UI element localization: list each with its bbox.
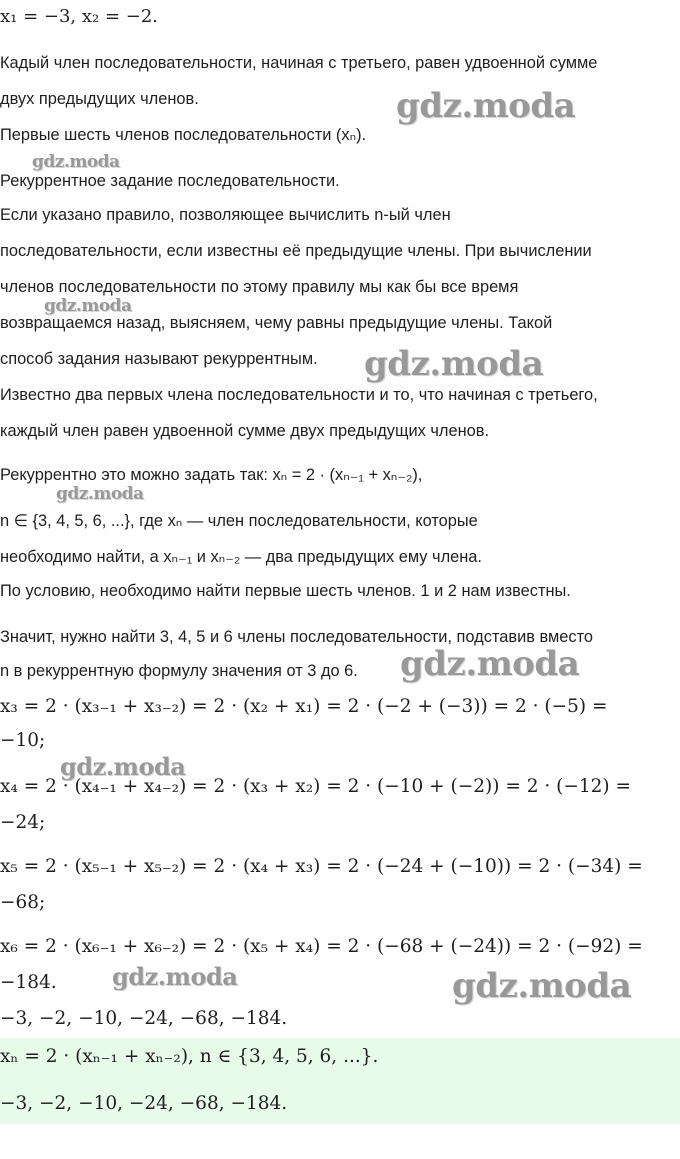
definition-text: способ задания называют рекуррентным.	[0, 350, 318, 368]
calc-x6: x₆ = 2 · (x₆₋₁ + x₆₋₂) = 2 · (x₅ + x₄) = 2 · (−68 + (−24)) = 2 · (−92) =	[0, 936, 643, 957]
watermark: gdz.moda	[44, 296, 132, 316]
definition-text: членов последовательности по этому правилу мы как бы все время	[0, 278, 519, 296]
recurrence-domain-text: n ∈ {3, 4, 5, 6, ...}, где xₙ — член последовательности, которые	[0, 512, 478, 530]
calc-x4: x₄ = 2 · (x₄₋₁ + x₄₋₂) = 2 · (x₃ + x₂) = 2 · (−10 + (−2)) = 2 · (−12) =	[0, 776, 632, 797]
task-text: Первые шесть членов последовательности (xₙ).	[0, 126, 367, 144]
calc-x5-result: −68;	[0, 892, 46, 913]
definition-text: последовательности, если известны её предыдущие члены. При вычислении	[0, 242, 592, 260]
condition-text: Кадый член последовательности, начиная с третьего, равен удвоенной сумме	[0, 54, 598, 72]
given-values: x₁ = −3, x₂ = −2.	[0, 6, 159, 27]
explanation-text: каждый член равен удвоенной сумме двух предыдущих членов.	[0, 422, 490, 440]
watermark: gdz.moda	[112, 962, 238, 991]
calc-x3: x₃ = 2 · (x₃₋₁ + x₃₋₂) = 2 · (x₂ + x₁) = 2 · (−2 + (−3)) = 2 · (−5) =	[0, 696, 608, 717]
answer-sequence: −3, −2, −10, −24, −68, −184.	[0, 1093, 288, 1114]
sequence-result: −3, −2, −10, −24, −68, −184.	[0, 1008, 288, 1029]
definition-text: Если указано правило, позволяющее вычислить n-ый член	[0, 206, 451, 224]
recurrence-explanation: необходимо найти, а xₙ₋₁ и xₙ₋₂ — два предыдущих ему члена.	[0, 548, 482, 566]
watermark: gdz.moda	[56, 484, 144, 504]
watermark: gdz.moda	[452, 966, 632, 1006]
watermark: gdz.moda	[60, 752, 186, 781]
answer-formula: xₙ = 2 · (xₙ₋₁ + xₙ₋₂), n ∈ {3, 4, 5, 6, ...}.	[0, 1046, 379, 1067]
answer-box	[0, 1038, 680, 1124]
explanation-text: Известно два первых члена последовательности и то, что начиная с третьего,	[0, 386, 598, 404]
section-heading: Рекуррентное задание последовательности.	[0, 172, 340, 190]
recurrence-text: Рекуррентно это можно задать так: xₙ = 2 · (xₙ₋₁ + xₙ₋₂),	[0, 466, 423, 484]
condition-text-cont: двух предыдущих членов.	[0, 90, 199, 108]
watermark: gdz.moda	[400, 644, 580, 684]
calc-x3-result: −10;	[0, 730, 46, 751]
calc-x5: x₅ = 2 · (x₅₋₁ + x₅₋₂) = 2 · (x₄ + x₃) = 2 · (−24 + (−10)) = 2 · (−34) =	[0, 856, 643, 877]
watermark: gdz.moda	[364, 344, 544, 384]
plan-text: Значит, нужно найти 3, 4, 5 и 6 члены последовательности, подставив вместо	[0, 628, 594, 646]
watermark: gdz.moda	[396, 86, 576, 126]
calc-x6-result: −184.	[0, 972, 57, 993]
watermark: gdz.moda	[32, 152, 120, 172]
condition-reminder: По условию, необходимо найти первые шесть членов. 1 и 2 нам известны.	[0, 582, 571, 600]
plan-text-cont: n в рекуррентную формулу значения от 3 до 6.	[0, 662, 358, 680]
calc-x4-result: −24;	[0, 812, 46, 833]
definition-text: возвращаемся назад, выясняем, чему равны предыдущие члены. Такой	[0, 314, 553, 332]
